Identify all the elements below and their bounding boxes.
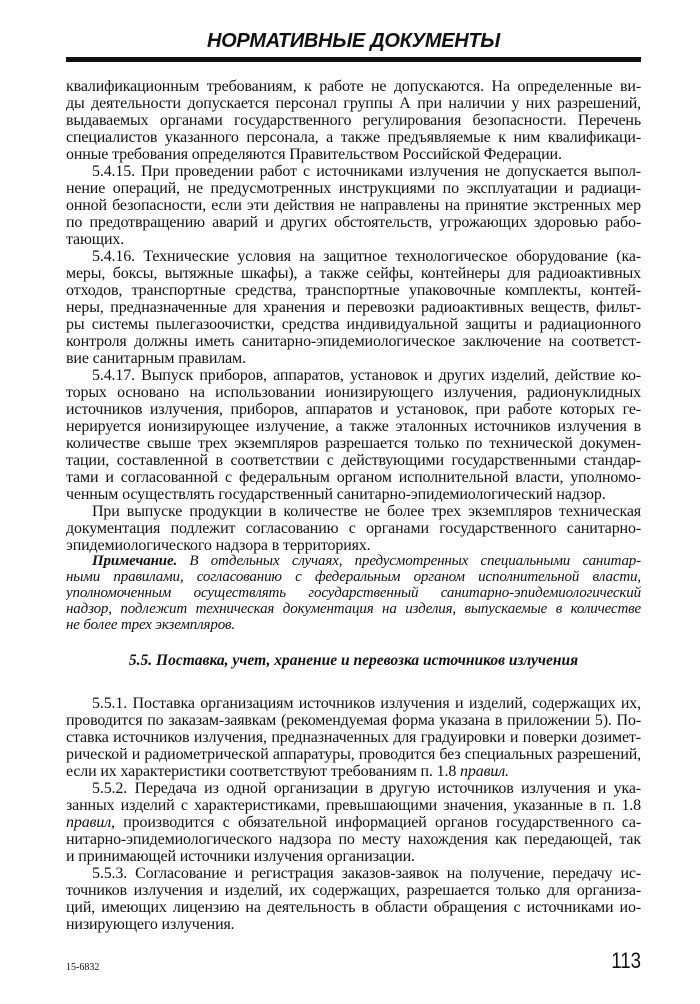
text-line: занных изделий с характеристиками, превышающими значения, указанные в п. 1.8 — [66, 797, 641, 814]
text-line — [66, 814, 641, 831]
body-text-upper — [66, 78, 641, 554]
note-text: ными правилами, согласованию с федеральным органом исполнительной власти, — [66, 569, 641, 585]
text-line: 5.5.1. Поставка организациям источников излучения и изделий, содержащих их, — [92, 695, 641, 712]
text-line: неры, предназначенные для хранения и перевозки радиоактивных веществ, фильт- — [66, 299, 641, 316]
text-line: нерируется ионизирующее излучение, а также эталонных источников излучения в — [66, 418, 641, 435]
text-line: меры, боксы, вытяжные шкафы), а также сейфы, контейнеры для радиоактивных — [66, 265, 641, 282]
note-text: не более трех экземпляров. — [66, 617, 236, 633]
text-line: тами и согласованной с федеральным органом исполнительной власти, уполномо- — [66, 469, 641, 486]
text-line — [66, 763, 641, 780]
paragraph — [66, 367, 641, 503]
text-line: низирующего излучения. — [66, 916, 235, 933]
text-line: по предотвращению аварий и других обстоятельств, угрожающих здоровью рабо- — [66, 214, 641, 231]
note-text: надзор, подлежит техническая документация на изделия, выпускаемые в количестве — [66, 601, 641, 617]
note-label: Примечание. — [92, 553, 178, 569]
note-line — [66, 585, 641, 601]
note-paragraph — [66, 553, 641, 633]
text-line: квалификационным требованиям, к работе не допускаются. На определенные ви- — [66, 78, 641, 95]
text-line: При выпуске продукции в количестве не более трех экземпляров техническая — [92, 503, 641, 520]
text-line: нение операций, не предусмотренных инструкциями по эксплуатации и радиаци- — [66, 180, 641, 197]
text-line: 5.5.2. Передача из одной организации в другую источников излучения и ука- — [92, 780, 641, 797]
paragraph — [66, 163, 641, 248]
section-title: 5.5. Поставка, учет, хранение и перевозка источников излучения — [128, 652, 579, 669]
text-line: вие санитарным правилам. — [66, 350, 246, 367]
text-line: выдаваемых органами государственного регулирования безопасности. Перечень — [66, 112, 641, 129]
paragraph — [66, 248, 641, 367]
text-line: проводится по заказам-заявкам (рекомендуемая форма указана в приложении 5). По- — [66, 712, 641, 729]
text-line: точников излучения и изделий, их содержащих, разрешается только для организа- — [66, 882, 641, 899]
line-text: если их характеристики соответствуют требованиям п. 1.8 — [66, 763, 461, 780]
text-line: тающих. — [66, 231, 125, 248]
text-line: торых основано на использовании ионизирующего излучения, радионуклидных — [66, 384, 641, 401]
text-line: источников излучения, приборов, аппаратов и установок, при работе которых ге- — [66, 401, 641, 418]
note-text: В отдельных случаях, предусмотренных специальными санитар- — [177, 553, 641, 569]
text-line: ций, имеющих лицензию на деятельность в области обращения с источниками ио- — [66, 899, 641, 916]
running-header: НОРМАТИВНЫЕ ДОКУМЕНТЫ — [206, 30, 500, 52]
note-line — [66, 601, 641, 617]
paragraph — [66, 865, 641, 933]
text-line: 5.4.15. При проведении работ с источниками излучения не допускается выпол- — [92, 163, 641, 180]
italic-word: правил. — [460, 763, 509, 780]
page-number: 113 — [611, 948, 641, 973]
text-line: ры системы пылегазоочистки, средства индивидуальной защиты и радиационного — [66, 316, 641, 333]
note-line — [66, 617, 641, 633]
text-line: ставка источников излучения, предназначенных для градуировки и поверки дозимет- — [66, 729, 641, 746]
note-line — [66, 569, 641, 585]
text-line: эпидемиологического надзора в территориях. — [66, 537, 371, 554]
italic-word: правил — [66, 814, 112, 831]
print-code: 15-6832 — [66, 962, 100, 973]
text-line: онные требования определяются Правительством Российской Федерации. — [66, 146, 562, 163]
text-line: рической и радиометрической аппаратуры, проводится без специальных разрешений, — [66, 746, 641, 763]
header-rule — [66, 57, 641, 62]
text-line: количестве свыше трех экземпляров разрешается только по технической докумен- — [66, 435, 641, 452]
text-line: 5.4.16. Технические условия на защитное технологическое оборудование (ка- — [92, 248, 641, 265]
text-line: ченным осуществлять государственный санитарно-эпидемиологический надзор. — [66, 486, 606, 503]
text-line: 5.5.3. Согласование и регистрация заказов-заявок на получение, передачу ис- — [92, 865, 641, 882]
text-line: контроля должны иметь санитарно-эпидемиологическое заключение на соответст- — [66, 333, 641, 350]
text-line: 5.4.17. Выпуск приборов, аппаратов, установок и других изделий, действие ко- — [92, 367, 641, 384]
text-line: отходов, транспортные средства, транспортные упаковочные комплекты, контей- — [66, 282, 641, 299]
body-text-lower — [66, 695, 641, 933]
line-text: , производится с обязательной информацией органов государственного са- — [111, 814, 641, 831]
text-line: тации, составленной в соответствии с действующими государственными стандар- — [66, 452, 641, 469]
note-line — [66, 553, 641, 569]
paragraph — [66, 503, 641, 554]
note-text: уполномоченным осуществлять государственный санитарно-эпидемиологический — [66, 585, 641, 601]
text-line: онной безопасности, если эти действия не направлены на принятие экстренных мер — [66, 197, 641, 214]
paragraph — [66, 780, 641, 865]
paragraph — [66, 695, 641, 780]
text-line: ды деятельности допускается персонал группы А при наличии у них разрешений, — [66, 95, 641, 112]
text-line: и принимающей источники излучения организации. — [66, 848, 415, 865]
text-line: нитарно-эпидемиологического надзора по месту нахождения как передающей, так — [66, 831, 641, 848]
paragraph — [66, 78, 641, 163]
text-line: специалистов указанного персонала, а также предъявляемые к ним квалификаци- — [66, 129, 641, 146]
text-line: документация подлежит согласованию с органами государственного санитарно- — [66, 520, 641, 537]
